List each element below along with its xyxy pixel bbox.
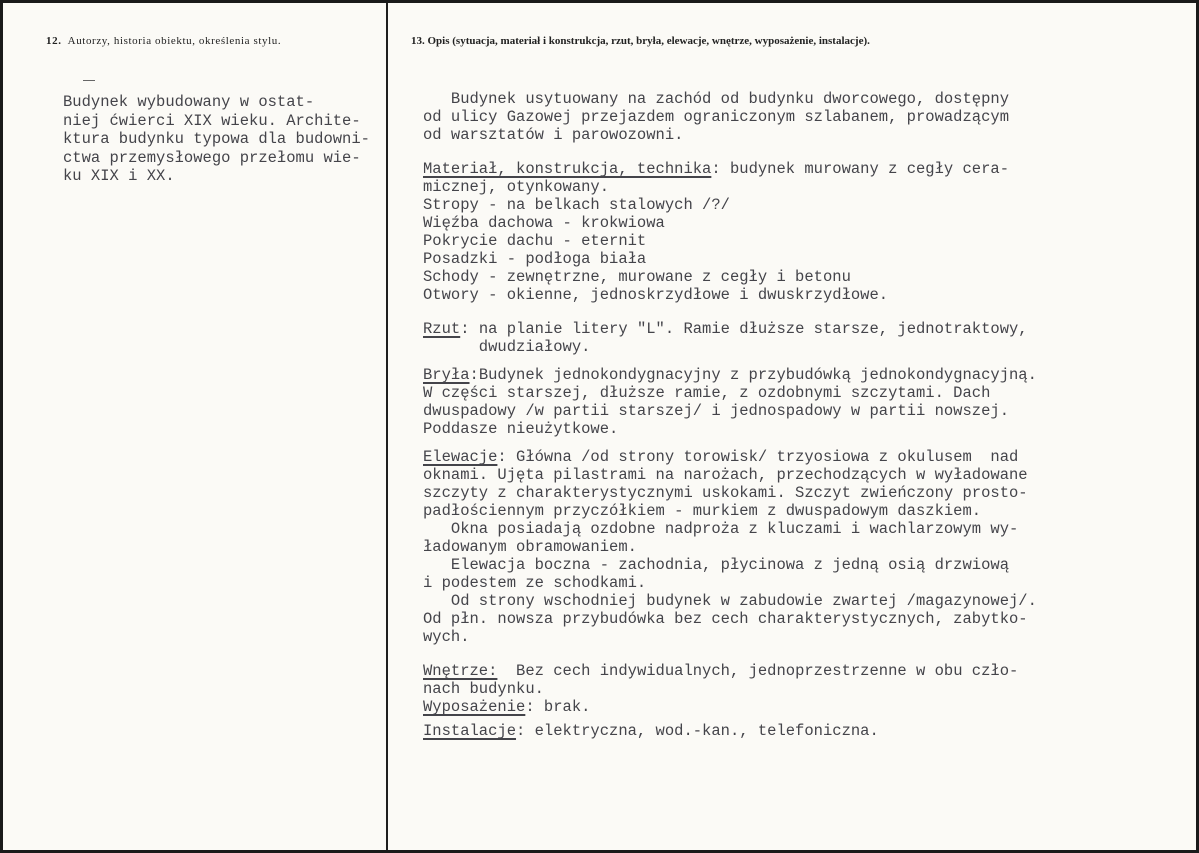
elewacje-line: padłościennym przyczółkiem - murkiem z dwuspadowym daszkiem. <box>423 502 982 520</box>
left-heading-number: 12. <box>46 35 62 47</box>
situation-line: Budynek usytuowany na zachód od budynku dworcowego, dostępny <box>423 90 1009 108</box>
rzut-first: : na planie litery "L". Ramie dłuższe starsze, jednotraktowy, <box>460 320 1028 338</box>
history-text <box>63 93 370 186</box>
wnetrze-line: nach budynku. <box>423 680 544 698</box>
history-line: ctwa przemysłowego przełomu wie- <box>63 148 361 167</box>
left-heading-text: Autorzy, historia obiektu, określenia stylu. <box>67 35 282 47</box>
elewacje-label: Elewacje <box>423 448 498 466</box>
material-line: Schody - zewnętrzne, murowane z cegły i betonu <box>423 268 851 286</box>
rzut-label: Rzut <box>423 320 461 338</box>
wyposazenie-label: Wyposażenie <box>423 698 526 716</box>
instalacje-label: Instalacje <box>423 722 517 740</box>
material-line: Pokrycie dachu - eternit <box>423 232 647 250</box>
instalacje-value: : elektryczna, wod.-kan., telefoniczna. <box>516 722 879 740</box>
situation-line: od ulicy Gazowej przejazdem ograniczonym szlabanem, prowadzącym <box>423 108 1009 126</box>
material-line: Otwory - okienne, jednoskrzydłowe i dwuskrzydłowe. <box>423 286 889 304</box>
history-line: Budynek wybudowany w ostat- <box>63 93 315 111</box>
material-line: micznej, otynkowany. <box>423 178 610 196</box>
bryla-line: Poddasze nieużytkowe. <box>423 420 619 438</box>
bryla-line: dwuspadowy /w partii starszej/ i jednospadowy w partii nowszej. <box>423 402 1009 420</box>
description-text <box>423 90 1037 740</box>
bryla-label: Bryła <box>423 366 470 384</box>
wnetrze-label: Wnętrze: <box>423 662 498 680</box>
wnetrze-first: Bez cech indywidualnych, jednoprzestrzenne w obu czło- <box>497 662 1019 680</box>
material-line: Więźba dachowa - krokwiowa <box>423 214 665 232</box>
elewacje-line: wych. <box>423 628 470 646</box>
history-line: ktura budynku typowa dla budowni- <box>63 130 370 148</box>
elewacje-line: Od strony wschodniej budynek w zabudowie zwartej /magazynowej/. <box>423 592 1037 610</box>
rzut-line: dwudziałowy. <box>423 338 591 356</box>
material-line: Posadzki - podłoga biała <box>423 250 647 268</box>
wyposazenie-line <box>423 698 1037 716</box>
material-first: : budynek murowany z cegły cera- <box>711 160 1010 178</box>
left-section-heading <box>46 35 281 47</box>
bryla-first: :Budynek jednokondygnacyjny z przybudówką jednokondygnacyjną. <box>469 366 1037 384</box>
material-label: Materiał, konstrukcja, technika <box>423 160 712 178</box>
column-divider <box>386 3 388 850</box>
wnetrze-heading-line <box>423 662 1037 680</box>
history-line: niej ćwierci XIX wieku. Archite- <box>63 111 361 130</box>
elewacje-line: Okna posiadają ozdobne nadproża z kluczami i wachlarzowym wy- <box>423 520 1019 538</box>
elewacje-line: oknami. Ujęta pilastrami na narożach, przechodzących w wyładowane <box>423 466 1028 484</box>
right-section-heading: 13. Opis (sytuacja, materiał i konstrukcja, rzut, bryła, elewacje, wnętrze, wyposażenie, instalacje). <box>411 35 870 47</box>
elewacje-line: szczyty z charakterystycznymi uskokami. Szczyt zwieńczony prosto- <box>423 484 1028 502</box>
left-dash-mark <box>83 80 95 81</box>
wyposazenie-value: : brak. <box>525 698 591 716</box>
elewacje-first: : Główna /od strony torowisk/ trzyosiowa z okulusem nad <box>497 448 1019 466</box>
material-line: Stropy - na belkach stalowych /?/ <box>423 196 730 214</box>
instalacje-line <box>423 722 1037 740</box>
material-heading-line <box>423 160 1037 178</box>
rzut-heading-line <box>423 320 1037 338</box>
elewacje-line: i podestem ze schodkami. <box>423 574 647 592</box>
elewacje-line: Od płn. nowsza przybudówka bez cech charakterystycznych, zabytko- <box>423 610 1028 628</box>
elewacje-line: Elewacja boczna - zachodnia, płycinowa z jedną osią drzwiową <box>423 556 1009 574</box>
situation-line: od warsztatów i parowozowni. <box>423 126 684 144</box>
elewacje-heading-line <box>423 448 1037 466</box>
history-line: ku XIX i XX. <box>63 167 175 185</box>
bryla-heading-line <box>423 366 1037 384</box>
elewacje-line: ładowanym obramowaniem. <box>423 538 637 556</box>
bryla-line: W części starszej, dłuższe ramie, z ozdobnymi szczytami. Dach <box>423 384 991 402</box>
